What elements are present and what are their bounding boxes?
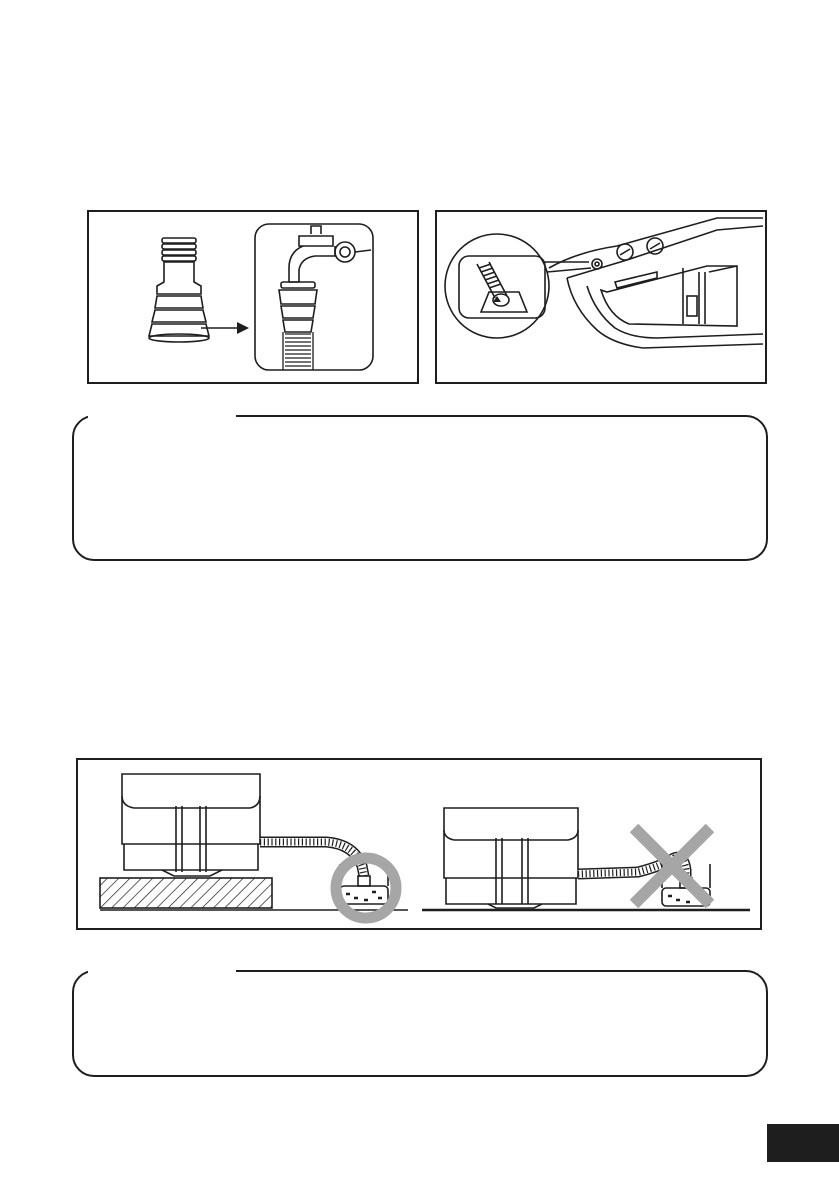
drain-placement-illustration <box>78 760 760 928</box>
note-box <box>72 415 768 561</box>
tap-with-connector-illustration <box>255 224 373 370</box>
note-box <box>72 970 768 1077</box>
tap-connector-icon <box>89 212 417 382</box>
figure-tap-connection <box>87 210 419 384</box>
page-number-tab <box>767 1124 839 1162</box>
figure-drain-placement <box>76 758 762 930</box>
hose-connector-illustration <box>149 238 209 342</box>
figure-inlet-location <box>435 210 767 384</box>
washer-raised-illustration <box>100 774 408 910</box>
note-tab-gap <box>88 412 236 418</box>
washer-top-illustration <box>549 218 763 348</box>
note-tab-gap <box>88 967 236 973</box>
washer-inlet-icon <box>437 212 765 382</box>
